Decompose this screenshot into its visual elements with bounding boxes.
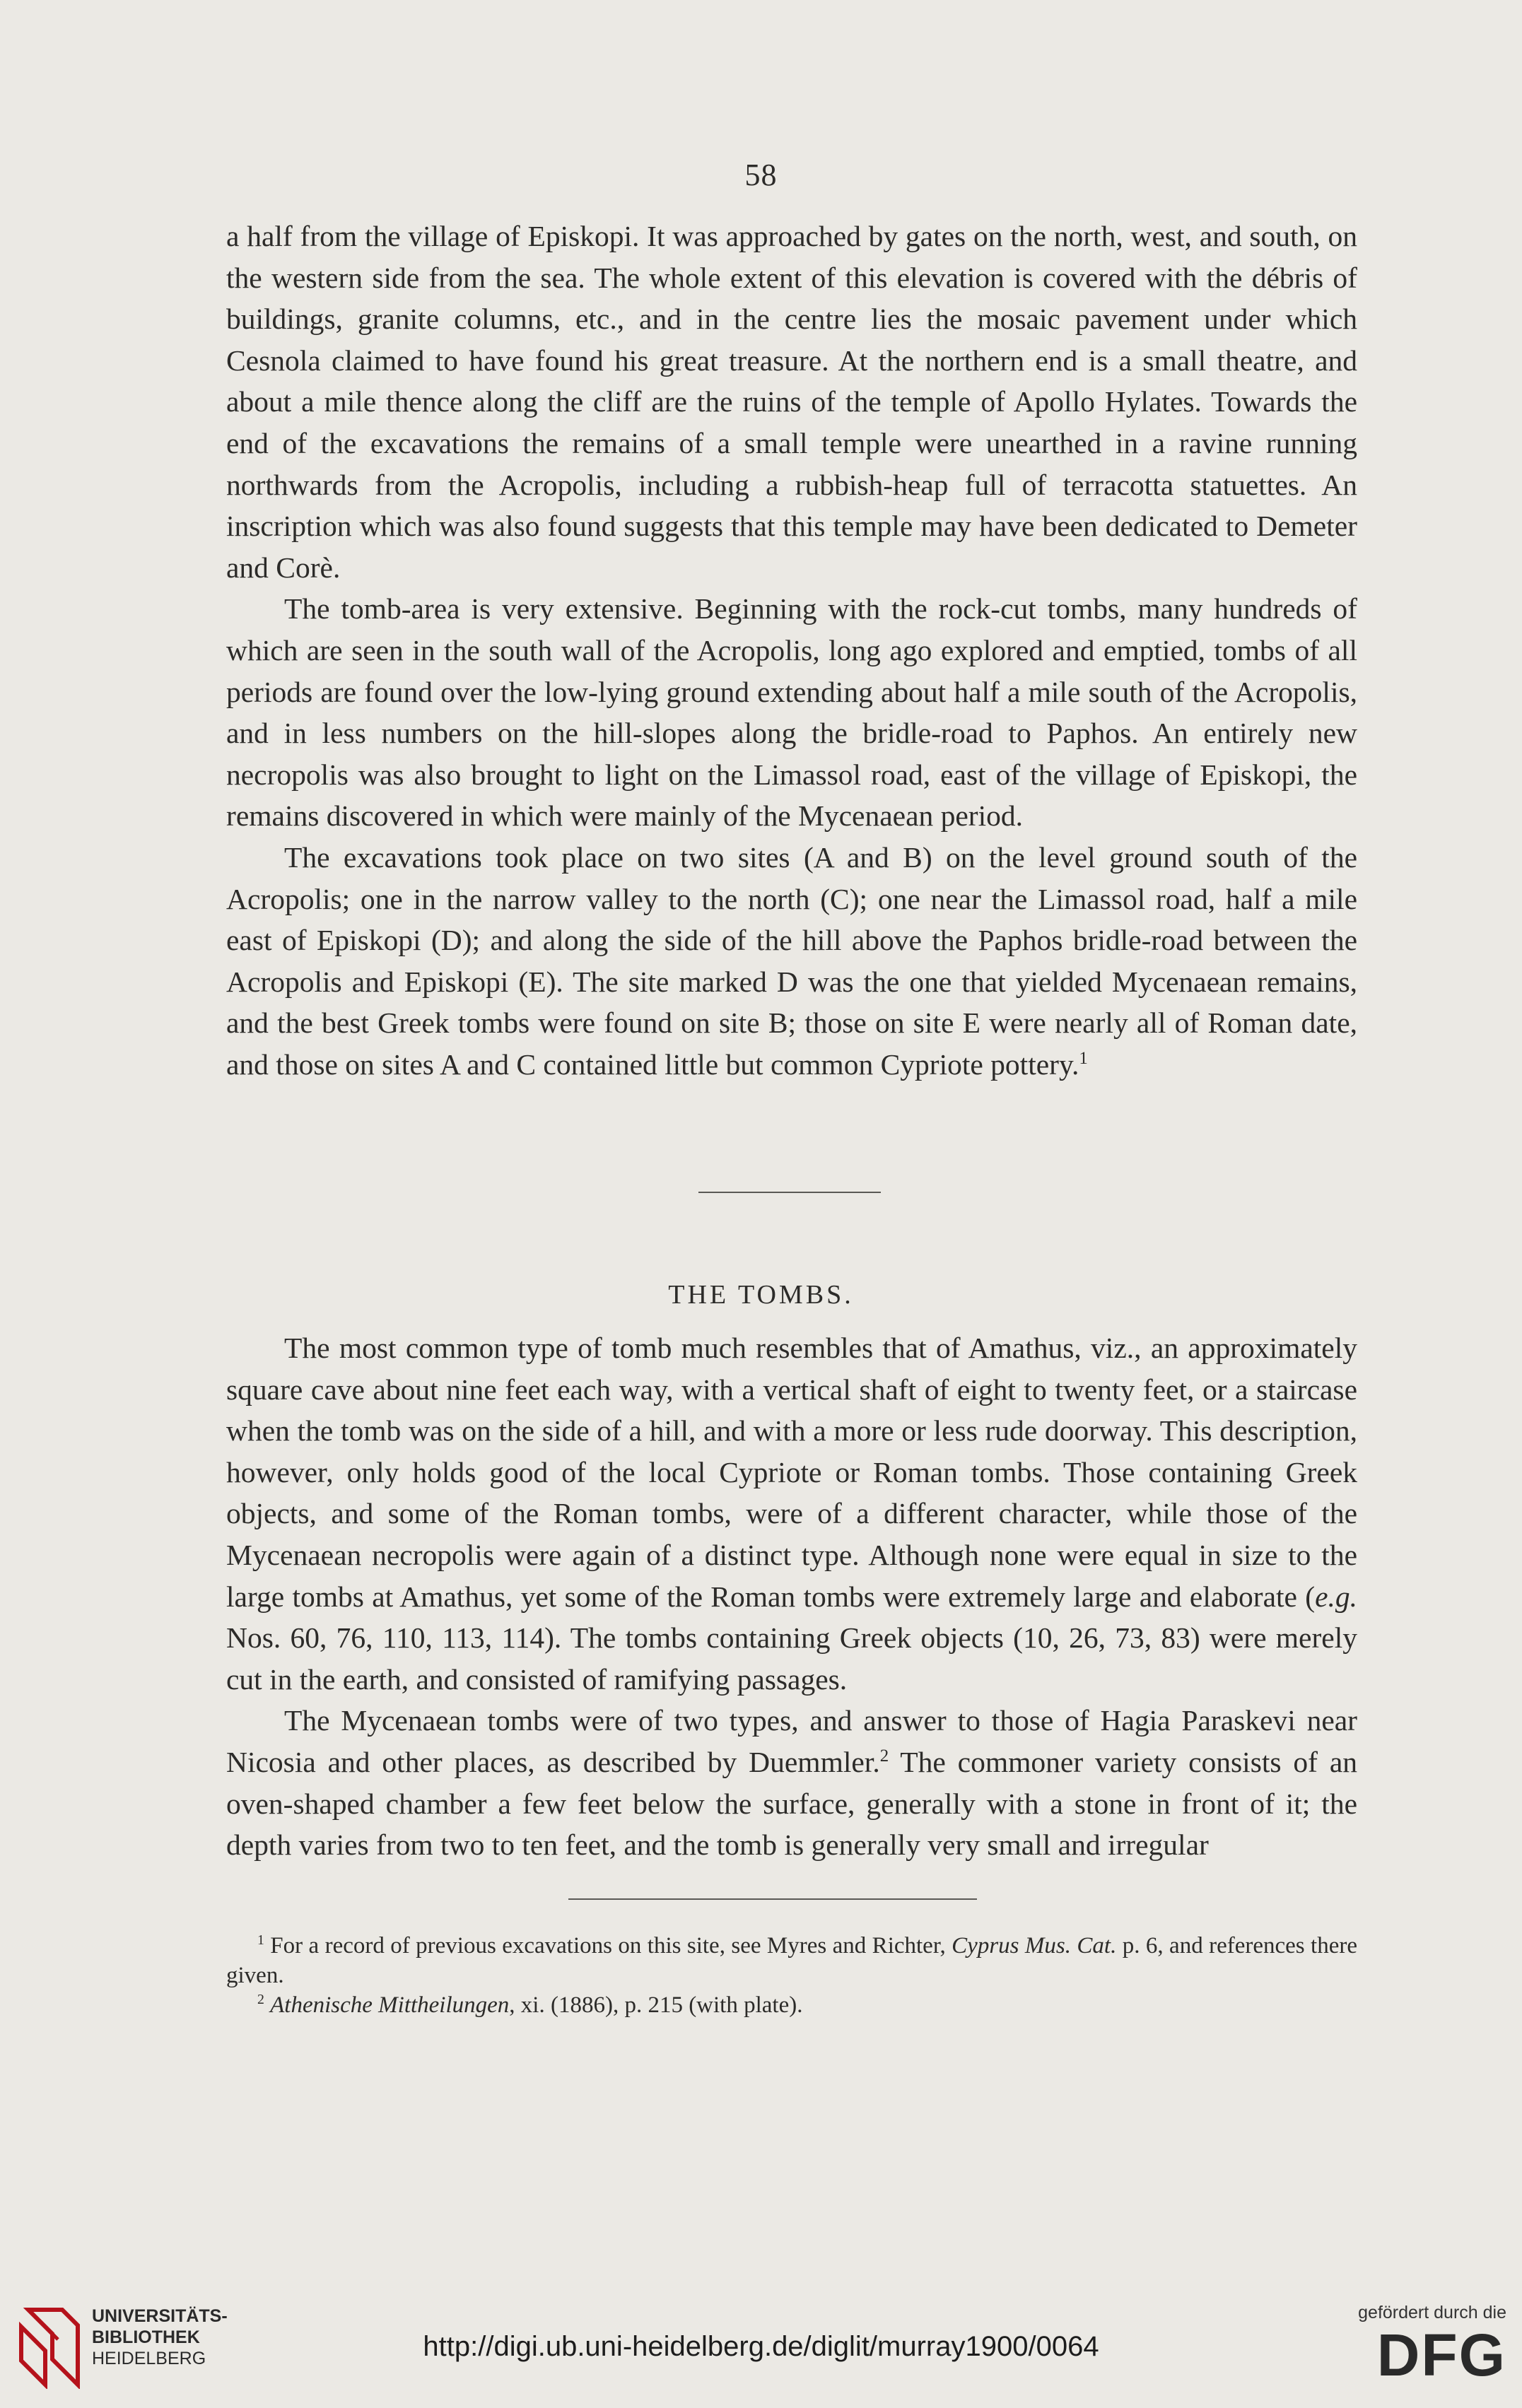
footnote-ref[interactable]: 1 (1079, 1049, 1088, 1069)
library-name-line2: BIBLIOTHEK (92, 2327, 200, 2347)
footnote: $^2$ Athenische Mittheilungen, xi. (1886), p. 215 (with plate). (257, 1992, 803, 2018)
page-number: 58 (744, 158, 778, 192)
paragraph: The Mycenaean tombs were of two types, and answer to those of Hagia Paraskevi near Nicosia and other places, as described by Duemmler.$^2$ The commoner variety consists of an oven-shaped chamber a few feet below the surface, generally with a stone in front of it; the depth varies from two to ten feet, and the tomb is generally very small and irregular (226, 1704, 1357, 1862)
dfg-logo: DFG (1376, 2322, 1506, 2388)
footnote-divider (568, 1898, 977, 1900)
library-name-line1: UNIVERSITÄTS- (92, 2306, 228, 2326)
footnote-ref[interactable]: 2 (879, 1746, 889, 1766)
section-divider (698, 1192, 881, 1193)
footnote: $^1$ For a record of previous excavations on this site, see Myres and Richter, Cyprus Mus. Cat. p. 6, and references there given. (226, 1932, 1357, 1988)
body-text-part2 (226, 1327, 1357, 1866)
source-url-link[interactable]: http://digi.ub.uni-heidelberg.de/diglit/murray1900/0064 (423, 2331, 1099, 2362)
body-text-part1 (226, 216, 1357, 1085)
paragraph: The tomb-area is very extensive. Beginning with the rock-cut tombs, many hundreds of which are seen in the south wall of the Acropolis, long ago explored and emptied, tombs of all periods are found over the low-lying ground extending about half a mile south of the Acropolis, and in less numbers on the hill-slopes along the bridle-road to Paphos. An entirely new necropolis was also brought to light on the Limassol road, east of the village of Episkopi, the remains discovered in which were mainly of the Mycenaean period. (226, 592, 1357, 833)
paragraph: The most common type of tomb much resembles that of Amathus, viz., an approximately square cave about nine feet each way, with a vertical shaft of eight to twenty feet, or a staircase when the tomb was on the side of a hill, and with a more or less rude doorway. This description, however, only holds good of the local Cypriote or Roman tombs. Those containing Greek objects, and some of the Roman tombs, were of a different character, while those of the Mycenaean necropolis were again of a distinct type. Although none were equal in size to the large tombs at Amathus, yet some of the Roman tombs were extremely large and elaborate (e.g. Nos. 60, 76, 110, 113, 114). The tombs containing Greek objects (10, 26, 73, 83) were merely cut in the earth, and consisted of ramifying passages. (226, 1332, 1357, 1696)
funder-logo[interactable] (1330, 2303, 1506, 2387)
paragraph: a half from the village of Episkopi. It was approached by gates on the north, west, and south, on the western side from the sea. The whole extent of this elevation is covered with the débris of buildings, granite columns, etc., and in the centre lies the mosaic pavement under which Cesnola claimed to have found his great treasure. At the northern end is a small theatre, and about a mile thence along the cliff are the ruins of the temple of Apollo Hylates. Towards the end of the excavations the remains of a small temple were unearthed in a ravine running northwards from the Acropolis, including a rubbish-heap full of terracotta statuettes. An inscription which was also found suggests that this temple may have been dedicated to Demeter and Corè. (226, 220, 1357, 584)
paragraph: The excavations took place on two sites (A and B) on the level ground south of the Acropolis; one in the narrow valley to the north (C); one near the Limassol road, half a mile east of Episkopi (D); and along the side of the hill above the Paphos bridle-road between the Acropolis and Episkopi (E). The site marked D was the one that yielded Mycenaean remains, and the best Greek tombs were found on site B; those on site E were nearly all of Roman date, and those on sites A and C contained little but common Cypriote pottery.$^1$ (226, 840, 1357, 1081)
footnotes (226, 1931, 1357, 2020)
section-heading: THE TOMBS. (668, 1280, 854, 1310)
funder-caption: gefördert durch die (1358, 2303, 1506, 2322)
library-name-line3: HEIDELBERG (92, 2349, 206, 2368)
